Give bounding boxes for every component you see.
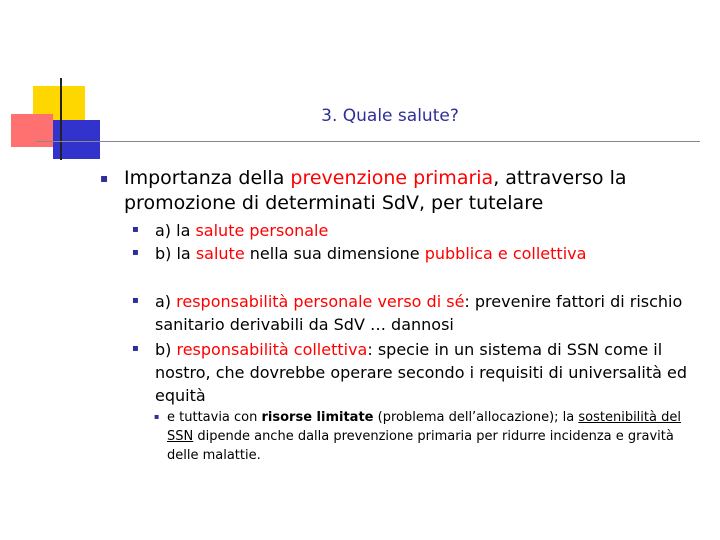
bullet-square-icon: ▪ — [132, 224, 139, 235]
text: Importanza della — [124, 167, 291, 189]
highlight-text: prevenzione primaria — [290, 167, 494, 189]
sub-bullet-salute-personale — [155, 219, 700, 242]
highlight-text: salute — [195, 244, 245, 263]
title-underline — [36, 141, 700, 142]
bullet-square-icon: ▪ — [132, 343, 139, 354]
text: dipende anche dalla prevenzione primaria per ridurre incidenza e gravità delle malattie. — [167, 429, 674, 463]
highlight-text: salute personale — [195, 221, 329, 240]
bullet-importanza — [124, 166, 684, 216]
text: nella sua dimensione — [244, 244, 425, 263]
underlined-text: sostenibilità del SSN — [167, 410, 681, 444]
text: e tuttavia con — [167, 410, 262, 425]
sub-bullet-responsabilita-personale — [155, 290, 700, 336]
highlight-text: pubblica e collettiva — [424, 244, 587, 263]
bullet-square-icon: ▪ — [132, 295, 139, 306]
bullet-square-icon: ▪ — [132, 247, 139, 258]
highlight-text: responsabilità personale verso di sé — [176, 292, 465, 311]
sub-sub-bullet-risorse — [167, 408, 707, 465]
sub-bullet-salute-pubblica — [155, 242, 700, 265]
text: : specie in un sistema di SSN come il nostro, che dovrebbe operare secondo i requisiti di universalità ed equità — [155, 340, 688, 405]
text: : prevenire fattori di rischio sanitario derivabili da SdV … dannosi — [155, 292, 683, 334]
text: b) — [155, 340, 177, 359]
text: a) la — [155, 221, 196, 240]
bold-text: risorse limitate — [261, 410, 374, 425]
highlight-text: responsabilità collettiva — [176, 340, 368, 359]
text: b) la — [155, 244, 196, 263]
text: , attraverso la promozione di determinati SdV, per tutelare — [124, 167, 627, 214]
bullet-square-icon: ▪ — [100, 171, 109, 185]
slide-title: 3. Quale salute? — [321, 106, 459, 126]
bullet-square-icon: ▪ — [154, 412, 160, 421]
text: (problema dell’allocazione); la — [373, 410, 579, 425]
text: a) — [155, 292, 177, 311]
sub-bullet-responsabilita-collettiva — [155, 338, 700, 407]
